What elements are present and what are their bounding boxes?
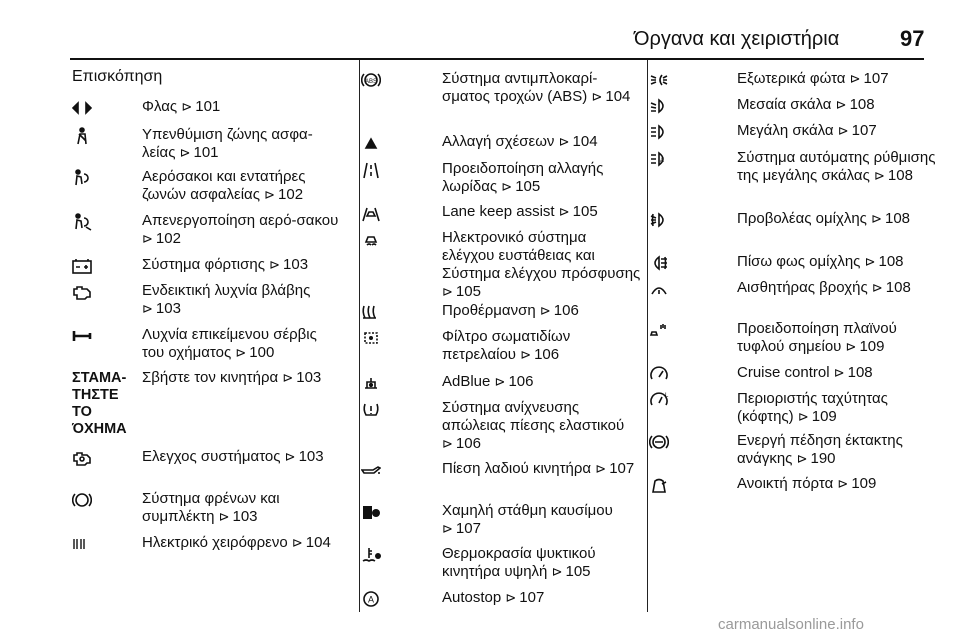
reference-page: 104 [305,534,331,551]
item-text: Προειδοποίηση αλλαγής λωρίδας [442,160,604,195]
auto-high-beam-icon [649,150,711,168]
blind-spot-icon [649,321,711,339]
reference-arrow-icon: ⊳ [181,99,193,114]
item-text: Cruise control [737,364,830,381]
page-reference [872,279,911,296]
page-reference [219,508,258,525]
item-text: Προβολέας ομίχλης [737,210,867,227]
item-text: Αλλαγή σχέσεων [442,133,555,150]
item-text: Ενδεικτική λυχνία βλάβης [142,282,311,299]
reference-page: 107 [863,70,889,87]
reference-arrow-icon: ⊳ [837,123,849,138]
reference-arrow-icon: ⊳ [218,509,230,524]
item-text: AdBlue [442,373,491,390]
page-reference [836,96,875,113]
reference-page: 109 [851,475,877,492]
wrench-car-icon [72,449,134,467]
page-reference [282,369,321,386]
item-text: Σβήστε τον κινητήρα [142,369,279,386]
reference-page: 101 [193,144,219,161]
svg-text:ABS: ABS [364,79,378,85]
reference-arrow-icon: ⊳ [520,347,532,362]
engine-icon [72,283,134,301]
reference-arrow-icon: ⊳ [796,451,808,466]
reference-page: 109 [811,408,837,425]
abs-icon [361,71,423,89]
reference-arrow-icon: ⊳ [501,179,513,194]
watermark: carmanualsonline.info [718,616,864,633]
glow-plug-icon [361,303,423,321]
reference-page: 106 [508,373,534,390]
page-reference [850,70,889,87]
reference-arrow-icon: ⊳ [179,145,191,160]
page-reference [874,167,913,184]
reference-arrow-icon: ⊳ [284,449,296,464]
reference-page: 190 [810,450,836,467]
page-reference [235,344,274,361]
page-reference [838,122,877,139]
page-reference [501,178,540,195]
page-reference [442,520,481,537]
reference-arrow-icon: ⊳ [845,339,857,354]
reference-arrow-icon: ⊳ [539,303,551,318]
item-text: Φλας [142,98,178,115]
brake-icon [72,491,134,509]
reference-page: 107 [519,589,545,606]
item-text: Σύστημα φρένων και συμπλέκτη [142,490,280,525]
reference-page: 104 [605,88,631,105]
page-reference [269,256,308,273]
header-rule [70,58,924,60]
item-text: Χαμηλή στάθμη καυσίμου [442,502,613,519]
reference-page: 108 [885,279,911,296]
item-text: Lane keep assist [442,203,555,220]
item-text: Ενεργή πέδηση έκτακτης ανάγκης [737,432,903,467]
page-header-title: Όργανα και χειριστήρια [634,28,840,50]
airbag-off-icon [72,213,134,231]
reference-arrow-icon: ⊳ [558,204,570,219]
item-text: Πίεση λαδιού κινητήρα [442,460,592,477]
reference-page: 108 [887,167,913,184]
reference-page: 106 [534,346,560,363]
item-text: Εξωτερικά φώτα [737,70,846,87]
page-reference [559,133,598,150]
reference-page: 105 [572,203,598,220]
reference-page: 105 [455,283,481,300]
item-text: Σύστημα φόρτισης [142,256,265,273]
reference-arrow-icon: ⊳ [291,535,303,550]
reference-page: 105 [515,178,541,195]
page-reference [292,534,331,551]
page-number: 97 [900,26,925,51]
page-reference [181,98,220,115]
page-reference [834,364,873,381]
reference-arrow-icon: ⊳ [595,461,607,476]
reference-page: 109 [859,338,885,355]
item-text: Περιοριστής ταχύτητας (κόφτης) [737,390,888,425]
reference-arrow-icon: ⊳ [833,365,845,380]
lane-keep-icon [361,204,423,222]
reference-arrow-icon: ⊳ [864,254,876,269]
page-reference [520,346,559,363]
reference-arrow-icon: ⊳ [835,97,847,112]
reference-page: 108 [885,210,911,227]
turn-signal-icon [72,99,134,117]
page-reference [552,563,591,580]
item-text: Φίλτρο σωματιδίων πετρελαίου [442,328,571,363]
reference-page: 102 [278,186,304,203]
reference-arrow-icon: ⊳ [264,187,276,202]
reference-arrow-icon: ⊳ [269,257,281,272]
page-reference [798,408,837,425]
reference-page: 108 [847,364,873,381]
page-reference [591,88,630,105]
item-text: Πίσω φως ομίχλης [737,253,861,270]
page-reference [837,475,876,492]
lane-departure-icon [361,161,423,179]
tire-pressure-icon [361,400,423,418]
cruise-control-icon [649,365,711,383]
reference-arrow-icon: ⊳ [871,280,883,295]
page-reference [442,435,481,452]
reference-arrow-icon: ⊳ [442,521,453,536]
item-text: Αισθητήρας βροχής [737,279,868,296]
airbag-icon [72,169,134,187]
page-reference [540,302,579,319]
door-open-icon [649,476,711,494]
reference-page: 103 [232,508,258,525]
page-reference [495,373,534,390]
reference-arrow-icon: ⊳ [849,71,861,86]
reference-page: 102 [155,230,181,247]
reference-page: 103 [296,369,322,386]
item-text: Λυχνία επικείμενου σέρβις του οχήματος [142,326,317,361]
item-text: Σύστημα αντιμπλοκαρί-σματος τροχών (ABS) [442,70,598,105]
item-text: Θερμοκρασία ψυκτικού κινητήρα υψηλή [442,545,596,580]
reference-page: 108 [849,96,875,113]
reference-arrow-icon: ⊳ [591,89,603,104]
item-text: Απενεργοποίηση αερό-σακου [142,212,339,229]
item-text: Προθέρμανση [442,302,536,319]
page-reference [559,203,598,220]
reference-page: 103 [283,256,309,273]
dpf-icon [361,329,423,347]
side-lights-icon [649,71,711,89]
reference-page: 103 [298,448,324,465]
item-text: Ανοικτή πόρτα [737,475,834,492]
reference-arrow-icon: ⊳ [837,476,849,491]
reference-arrow-icon: ⊳ [874,168,885,183]
page-reference [442,283,481,300]
seat-belt-icon [72,127,134,145]
rain-sensor-icon [649,280,711,298]
esc-icon [361,230,423,248]
autostop-icon [361,590,423,608]
reference-arrow-icon: ⊳ [282,370,294,385]
front-fog-icon [649,211,711,229]
reference-page: 106 [455,435,481,452]
reference-page: 107 [609,460,635,477]
reference-arrow-icon: ⊳ [505,590,517,605]
reference-arrow-icon: ⊳ [142,231,153,246]
service-icon [72,327,134,345]
page-reference [142,230,181,247]
item-text: Μεσαία σκάλα [737,96,832,113]
item-text: Υπενθύμιση ζώνης ασφα-λείας [142,126,313,161]
coolant-icon [361,546,423,564]
item-text: Αερόσακοι και εντατήρες ζωνών ασφαλείας [142,168,306,203]
reference-arrow-icon: ⊳ [142,301,153,316]
stop-vehicle-text-icon: ΣΤΑΜΑ-ΤΗΣΤΕ ΤΟ ΌΧΗΜΑ [72,370,127,437]
item-text: Μεγάλη σκάλα [737,122,834,139]
page-reference [865,253,904,270]
adblue-icon [361,374,423,392]
reference-arrow-icon: ⊳ [871,211,882,226]
column-divider-1 [359,60,360,612]
item-text: Σύστημα ανίχνευσης απώλειας πίεσης ελαστικού [442,399,625,434]
page-reference [595,460,634,477]
page-reference [142,300,181,317]
oil-pressure-icon [361,461,423,479]
battery-icon [72,257,134,275]
item-text: Σύστημα αυτόματης ρύθμισης της μεγάλης σκάλας [737,149,936,184]
reference-page: 101 [195,98,221,115]
column-divider-2 [647,60,648,612]
reference-page: 100 [249,344,275,361]
item-text: Ηλεκτρονικό σύστημα ελέγχου ευστάθειας και Σύστημα ελέγχου πρόσφυσης [442,229,641,282]
reference-arrow-icon: ⊳ [558,134,570,149]
item-text: Ηλεκτρικό χειρόφρενο [142,534,288,551]
reference-arrow-icon: ⊳ [494,374,506,389]
reference-page: 107 [455,520,481,537]
gear-up-icon [361,134,423,152]
reference-page: 104 [572,133,598,150]
svg-text:L: L [665,393,669,399]
rear-fog-icon [649,254,711,272]
svg-text:A: A [659,158,665,164]
item-text: Autostop [442,589,502,606]
svg-text:A: A [367,594,375,605]
page-reference [797,450,836,467]
reference-page: 107 [851,122,877,139]
page-reference [871,210,910,227]
low-beam-icon [649,97,711,115]
reference-page: 108 [878,253,904,270]
parking-brake-icon [72,535,134,553]
page-reference [264,186,303,203]
page-reference [180,144,219,161]
page-reference [285,448,324,465]
reference-page: 105 [565,563,591,580]
reference-arrow-icon: ⊳ [442,436,453,451]
reference-arrow-icon: ⊳ [442,284,453,299]
section-title: Επισκόπηση [72,68,163,85]
high-beam-icon [649,123,711,141]
low-fuel-icon [361,503,423,521]
page-reference [505,589,544,606]
page-reference [846,338,885,355]
reference-arrow-icon: ⊳ [797,409,809,424]
item-text: Προειδοποίηση πλαϊνού τυφλού σημείου [737,320,897,355]
reference-arrow-icon: ⊳ [551,564,563,579]
speed-limiter-icon [649,391,711,409]
reference-page: 106 [553,302,579,319]
reference-arrow-icon: ⊳ [235,345,247,360]
item-text: Ελεγχος συστήματος [142,448,281,465]
emergency-brake-icon [649,433,711,451]
reference-page: 103 [155,300,181,317]
